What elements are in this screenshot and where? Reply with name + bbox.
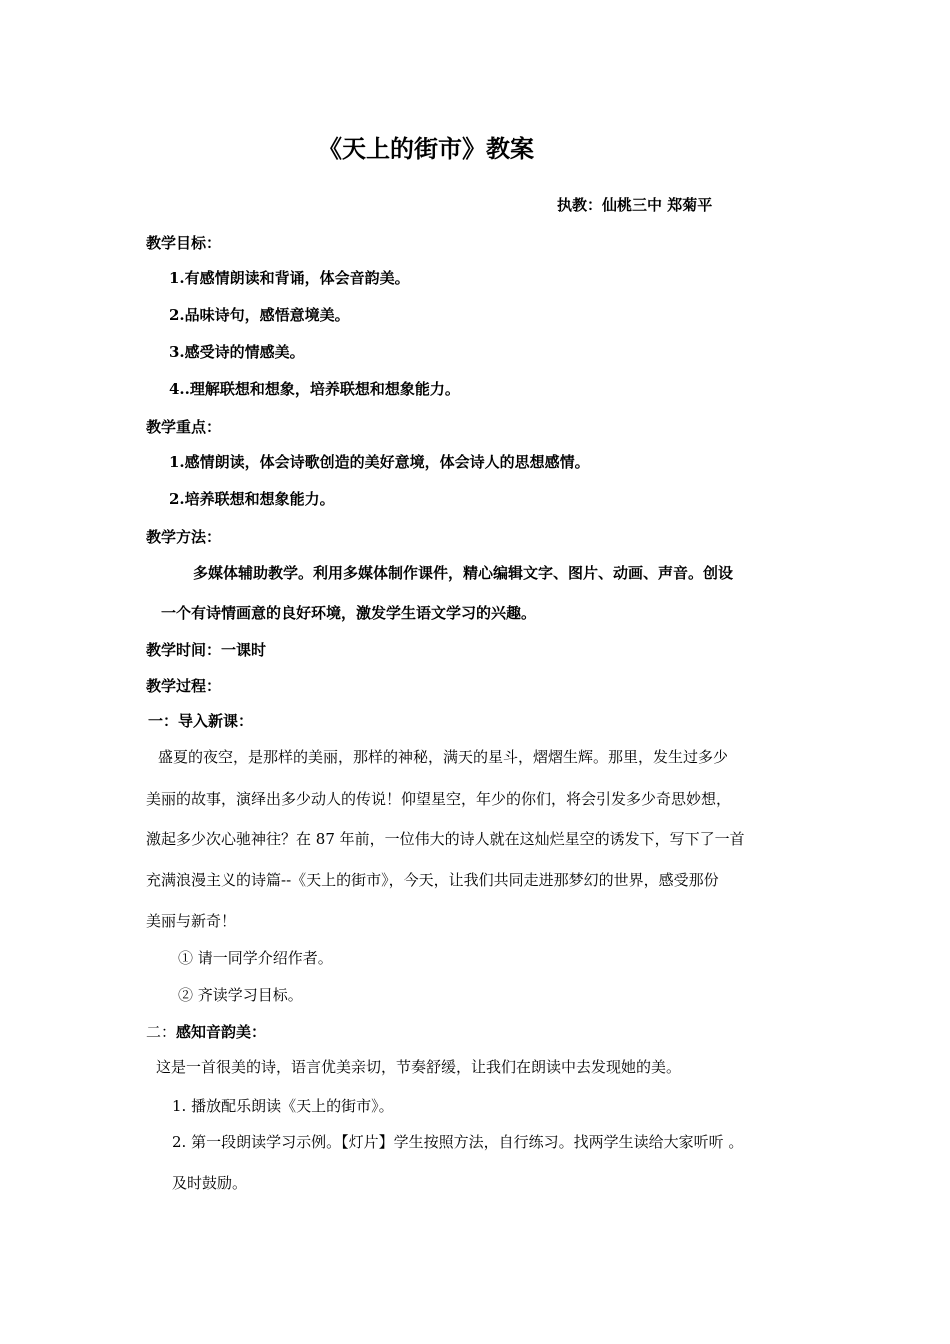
section2-step: 2. 第一段朗读学习示例。【灯片】学生按照方法，自行练习。找两学生读给大家听听 。: [172, 1133, 744, 1151]
section1-step: ① 请一同学介绍作者。: [178, 949, 333, 967]
section2-heading: [146, 1022, 266, 1042]
section2-heading-text: 感知音韵美：: [176, 1023, 267, 1041]
section1-text-line: 美丽的故事，演绎出多少动人的传说！仰望星空，年少的你们，将会引发多少奇思妙想，: [146, 790, 732, 808]
section1-heading: 一：导入新课：: [148, 712, 254, 730]
author-line: 执教：仙桃三中 郑菊平: [557, 196, 713, 214]
section1-text-line: 充满浪漫主义的诗篇--《天上的街市》，今天，让我们共同走进那梦幻的世界，感受那份: [146, 871, 719, 889]
key-points-heading: 教学重点：: [146, 418, 222, 436]
section1-text-line: 激起多少次心驰神往？在 87 年前，一位伟大的诗人就在这灿烂星空的诱发下，写下了一首: [146, 830, 745, 848]
section2-intro: 这是一首很美的诗，语言优美亲切，节奏舒缓，让我们在朗读中去发现她的美。: [156, 1058, 682, 1076]
methods-text-line: 多媒体辅助教学。利用多媒体制作课件，精心编辑文字、图片、动画、声音。创设: [193, 564, 734, 582]
objective-item: 1.有感情朗读和背诵，体会音韵美。: [169, 269, 410, 287]
process-heading: 教学过程：: [146, 677, 222, 695]
objective-item: 3.感受诗的情感美。: [169, 343, 305, 361]
methods-heading: 教学方法：: [146, 528, 222, 546]
section2-heading-prefix: 二：: [146, 1023, 177, 1041]
section2-step: 及时鼓励。: [172, 1174, 248, 1192]
objectives-heading: 教学目标：: [146, 234, 222, 252]
key-point-item: 1.感情朗读，体会诗歌创造的美好意境，体会诗人的思想感情。: [169, 453, 590, 471]
section1-text-line: 美丽与新奇！: [146, 912, 237, 930]
key-point-item: 2.培养联想和想象能力。: [169, 490, 335, 508]
section1-text-line: 盛夏的夜空，是那样的美丽，那样的神秘，满天的星斗，熠熠生辉。那里，发生过多少: [158, 748, 729, 766]
section2-step: 1. 播放配乐朗读《天上的街市》。: [172, 1097, 394, 1115]
objective-item: 4..理解联想和想象，培养联想和想象能力。: [169, 380, 460, 398]
document-title: 《天上的街市》教案: [318, 134, 534, 163]
methods-text-line: 一个有诗情画意的良好环境，激发学生语文学习的兴趣。: [161, 604, 537, 622]
section1-step: ② 齐读学习目标。: [178, 986, 303, 1004]
objective-item: 2.品味诗句，感悟意境美。: [169, 306, 350, 324]
time-line: 教学时间：一课时: [146, 641, 267, 659]
